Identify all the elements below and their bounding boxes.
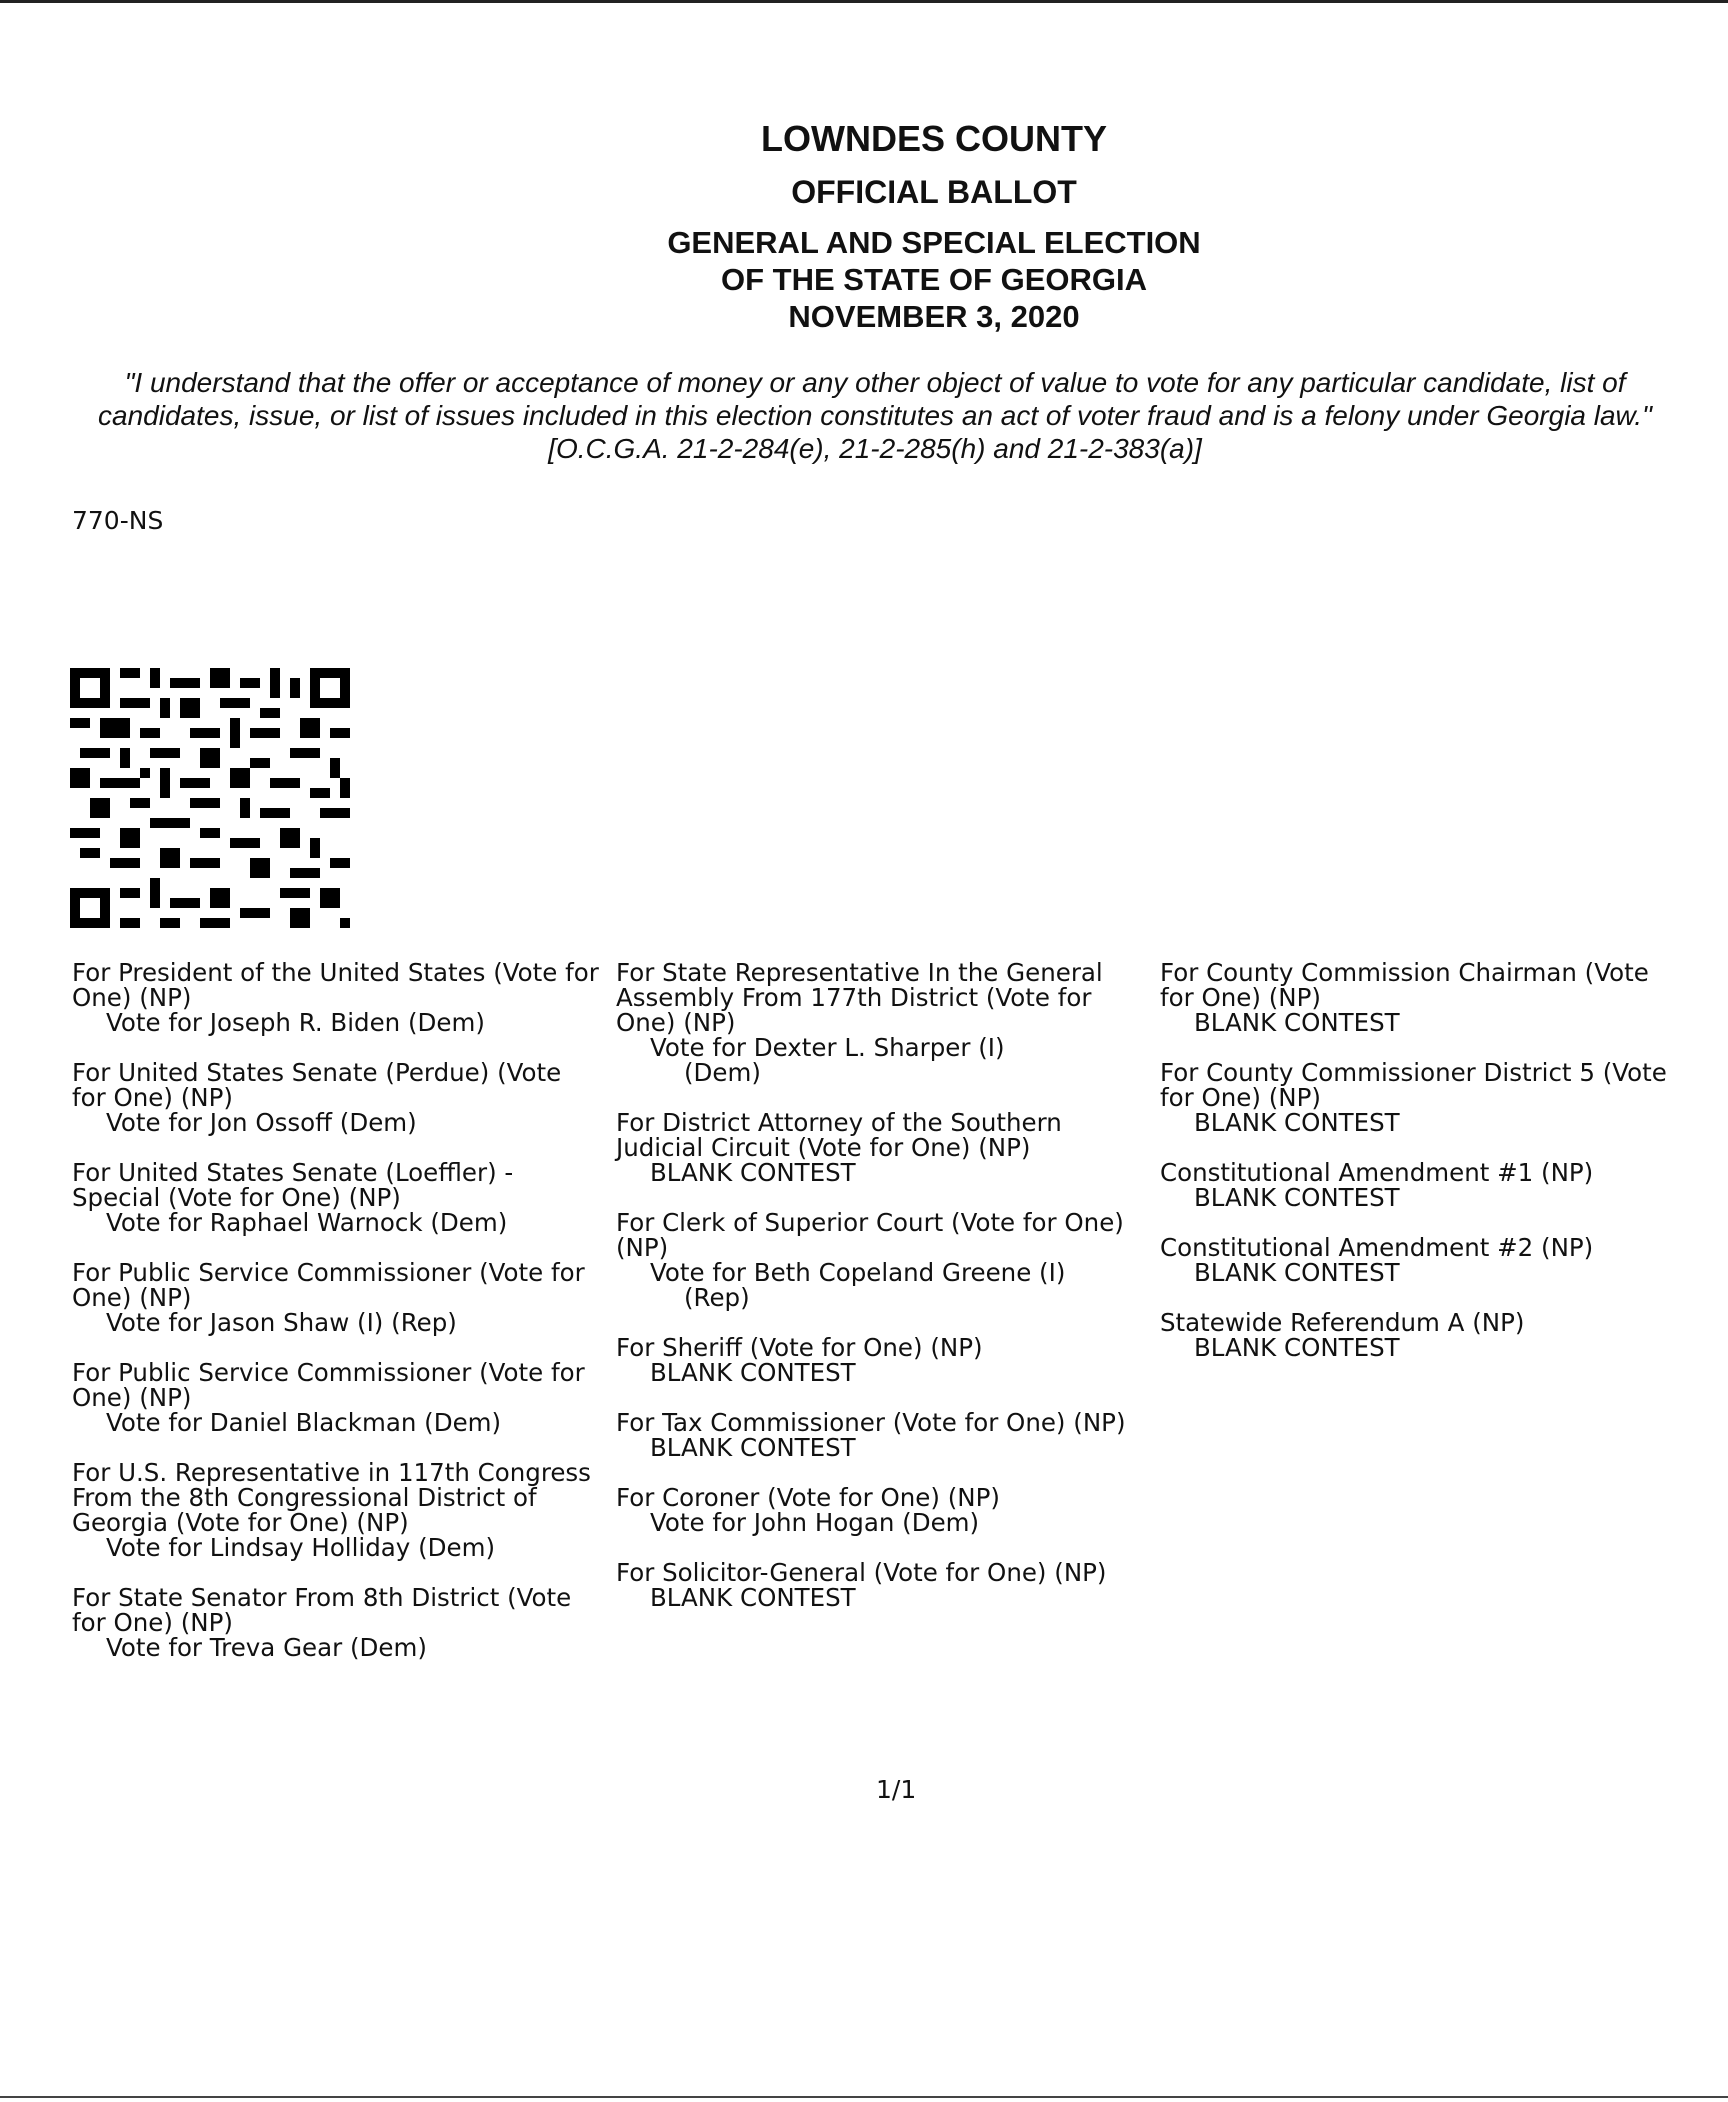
contest-title: Constitutional Amendment #1 (NP) bbox=[1160, 1158, 1594, 1187]
contest-selection: Vote for Jason Shaw (I) (Rep) bbox=[106, 1308, 457, 1337]
contest-title: For United States Senate (Perdue) (Vote for One) (NP) bbox=[72, 1058, 562, 1112]
contest-selection: BLANK CONTEST bbox=[1194, 1108, 1400, 1137]
contest-title: For County Commission Chairman (Vote for One) (NP) bbox=[1160, 958, 1649, 1012]
contest-title: For Solicitor-General (Vote for One) (NP) bbox=[616, 1558, 1107, 1587]
election-name-line2: OF THE STATE OF GEORGIA bbox=[721, 262, 1147, 297]
contest-title: For State Senator From 8th District (Vote for One) (NP) bbox=[72, 1583, 572, 1637]
qr-code-icon bbox=[70, 668, 350, 928]
contest-sheriff bbox=[616, 1335, 1156, 1385]
contest-title: For State Representative In the General Assembly From 177th District (Vote for One) (NP) bbox=[616, 958, 1103, 1037]
contest-title: For District Attorney of the Southern Judicial Circuit (Vote for One) (NP) bbox=[616, 1108, 1062, 1162]
contest-commission-chairman bbox=[1160, 960, 1690, 1035]
contest-title: For U.S. Representative in 117th Congress From the 8th Congressional District of Georgia (Vote for One) (NP) bbox=[72, 1458, 591, 1537]
contest-tax-commissioner bbox=[616, 1410, 1156, 1460]
contest-selection: Vote for Dexter L. Sharper (I) bbox=[650, 1033, 1005, 1062]
contest-clerk-superior-court bbox=[616, 1210, 1156, 1310]
page-number: 1/1 bbox=[876, 1775, 917, 1804]
contest-selection: Vote for John Hogan (Dem) bbox=[650, 1508, 980, 1537]
contest-selection-party: (Rep) bbox=[684, 1283, 750, 1312]
contest-selection: Vote for Beth Copeland Greene (I) bbox=[650, 1258, 1066, 1287]
contest-selection: BLANK CONTEST bbox=[650, 1358, 856, 1387]
contest-selection: Vote for Jon Ossoff (Dem) bbox=[106, 1108, 417, 1137]
contest-president bbox=[72, 960, 602, 1035]
contest-amendment-2 bbox=[1160, 1235, 1690, 1285]
contest-us-senate-perdue bbox=[72, 1060, 602, 1135]
ballot-header bbox=[0, 118, 1728, 335]
contest-selection: BLANK CONTEST bbox=[1194, 1333, 1400, 1362]
contest-selection: Vote for Joseph R. Biden (Dem) bbox=[106, 1008, 485, 1037]
contest-selection: Vote for Daniel Blackman (Dem) bbox=[106, 1408, 502, 1437]
contest-state-representative bbox=[616, 960, 1156, 1085]
contest-title: For Public Service Commissioner (Vote for One) (NP) bbox=[72, 1358, 585, 1412]
contest-us-senate-loeffler bbox=[72, 1160, 602, 1235]
contest-selection: Vote for Raphael Warnock (Dem) bbox=[106, 1208, 508, 1237]
contest-title: For Sheriff (Vote for One) (NP) bbox=[616, 1333, 983, 1362]
contest-coroner bbox=[616, 1485, 1156, 1535]
election-date: NOVEMBER 3, 2020 bbox=[788, 299, 1080, 334]
contest-title: For Tax Commissioner (Vote for One) (NP) bbox=[616, 1408, 1126, 1437]
ballot-column-3 bbox=[1160, 960, 1690, 1385]
contest-selection: BLANK CONTEST bbox=[650, 1583, 856, 1612]
top-scan-edge bbox=[0, 0, 1728, 3]
ballot-style-code: 770-NS bbox=[72, 506, 164, 535]
contest-selection: Vote for Lindsay Holliday (Dem) bbox=[106, 1533, 495, 1562]
contest-solicitor-general bbox=[616, 1560, 1156, 1610]
ballot-column-2 bbox=[616, 960, 1156, 1635]
contest-selection: Vote for Treva Gear (Dem) bbox=[106, 1633, 427, 1662]
contest-commissioner-district-5 bbox=[1160, 1060, 1690, 1135]
contest-title: Constitutional Amendment #2 (NP) bbox=[1160, 1233, 1594, 1262]
contest-selection: BLANK CONTEST bbox=[1194, 1183, 1400, 1212]
contest-title: For Coroner (Vote for One) (NP) bbox=[616, 1483, 1000, 1512]
bottom-scan-edge bbox=[0, 2096, 1728, 2098]
contest-referendum-a bbox=[1160, 1310, 1690, 1360]
contest-selection: BLANK CONTEST bbox=[650, 1158, 856, 1187]
election-name-line1: GENERAL AND SPECIAL ELECTION bbox=[667, 225, 1201, 260]
ballot-column-1 bbox=[72, 960, 602, 1685]
contest-selection: BLANK CONTEST bbox=[1194, 1008, 1400, 1037]
ballot-type: OFFICIAL BALLOT bbox=[791, 174, 1077, 210]
contest-amendment-1 bbox=[1160, 1160, 1690, 1210]
contest-title: For Clerk of Superior Court (Vote for One) (NP) bbox=[616, 1208, 1124, 1262]
contest-psc-2 bbox=[72, 1360, 602, 1435]
contest-selection: BLANK CONTEST bbox=[1194, 1258, 1400, 1287]
contest-psc-1 bbox=[72, 1260, 602, 1335]
county-title: LOWNDES COUNTY bbox=[761, 118, 1107, 159]
contest-title: For President of the United States (Vote for One) (NP) bbox=[72, 958, 599, 1012]
contest-title: Statewide Referendum A (NP) bbox=[1160, 1308, 1525, 1337]
voter-fraud-oath: "I understand that the offer or acceptance of money or any other object of value to vote for any particular candidate, list of candidates, issue, or list of issues included in this election constitutes an act of voter fraud and is a felony under Georgia law."[O.C.G.A. 21-2-284(e), 21-2-285(h) and 21-2-383(a)] bbox=[98, 367, 1652, 464]
contest-selection-party: (Dem) bbox=[684, 1058, 761, 1087]
contest-title: For Public Service Commissioner (Vote for One) (NP) bbox=[72, 1258, 585, 1312]
contest-selection: BLANK CONTEST bbox=[650, 1433, 856, 1462]
contest-state-senator bbox=[72, 1585, 602, 1660]
contest-title: For United States Senate (Loeffler) - Special (Vote for One) (NP) bbox=[72, 1158, 514, 1212]
contest-district-attorney bbox=[616, 1110, 1156, 1185]
contest-title: For County Commissioner District 5 (Vote for One) (NP) bbox=[1160, 1058, 1667, 1112]
contest-us-representative bbox=[72, 1460, 602, 1560]
